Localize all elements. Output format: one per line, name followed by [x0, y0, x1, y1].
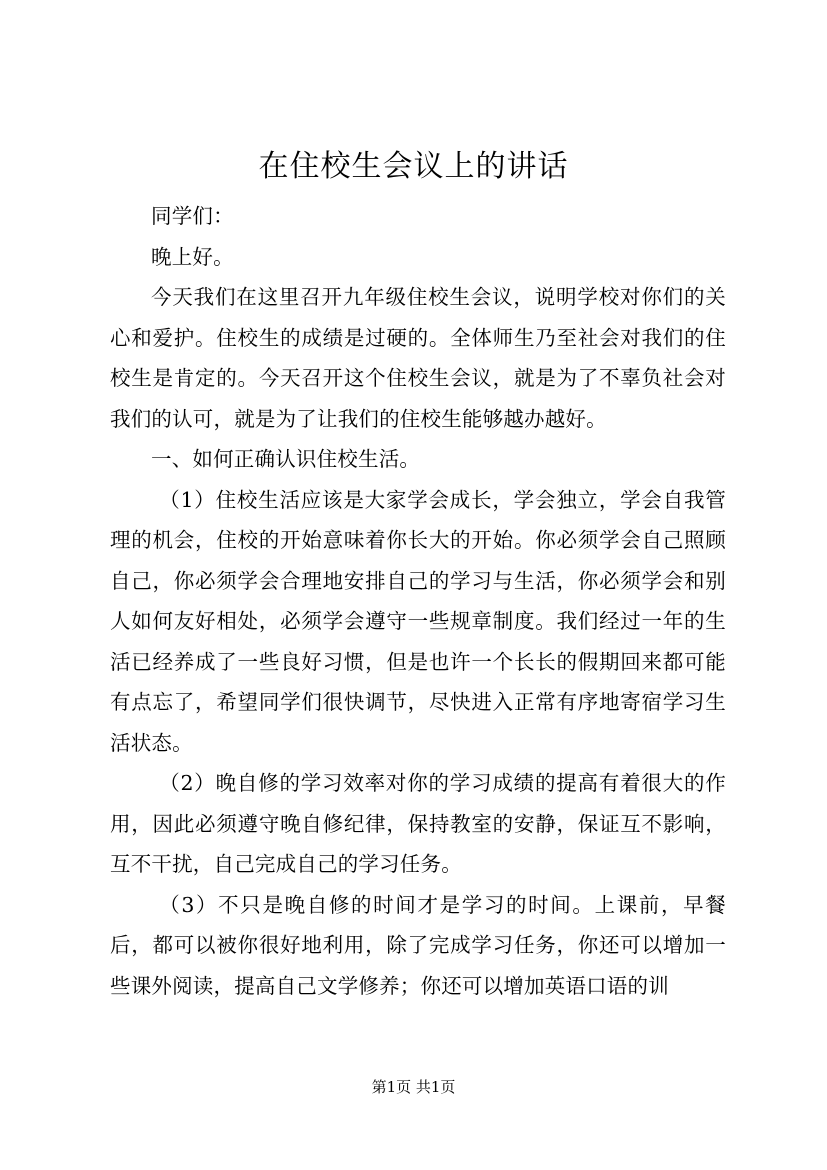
page-footer: 第1页 共1页 — [371, 1078, 456, 1096]
intro-paragraph: 今天我们在这里召开九年级住校生会议，说明学校对你们的关心和爱护。住校生的成绩是过硬的。全体师生乃至社会对我们的住校生是肯定的。今天召开这个住校生会议，就是为了不辜负社会对我们的认可，就是为了让我们的住校生能够越办越好。 — [110, 285, 726, 431]
point-3-paragraph: （3）不只是晚自修的时间才是学习的时间。上课前，早餐后，都可以被你很好地利用，除了完成学习任务，你还可以增加一些课外阅读，提高自己文学修养；你还可以增加英语口语的训 — [110, 892, 726, 998]
point-1-paragraph: （1）住校生活应该是大家学会成长，学会独立，学会自我管理的机会，住校的开始意味着你长大的开始。你必须学会自己照顾自己，你必须学会合理地安排自己的学习与生活，你必须学会和别人如何友好相处，必须学会遵守一些规章制度。我们经过一年的生活已经养成了一些良好习惯，但是也许一个长长的假期回来都可能有点忘了，希望同学们很快调节，尽快进入正常有序地寄宿学习生活状态。 — [110, 487, 726, 755]
point-2-paragraph: （2）晚自修的学习效率对你的学习成绩的提高有着很大的作用，因此必须遵守晚自修纪律，保持教室的安静，保证互不影响，互不干扰，自己完成自己的学习任务。 — [110, 771, 726, 876]
section-heading: 一、如何正确认识住校生活。 — [151, 447, 421, 471]
document-body — [110, 196, 726, 1006]
greeting-paragraph: 同学们： — [151, 204, 234, 228]
document-title: 在住校生会议上的讲话 — [258, 149, 569, 184]
salutation-paragraph: 晚上好。 — [151, 244, 234, 269]
